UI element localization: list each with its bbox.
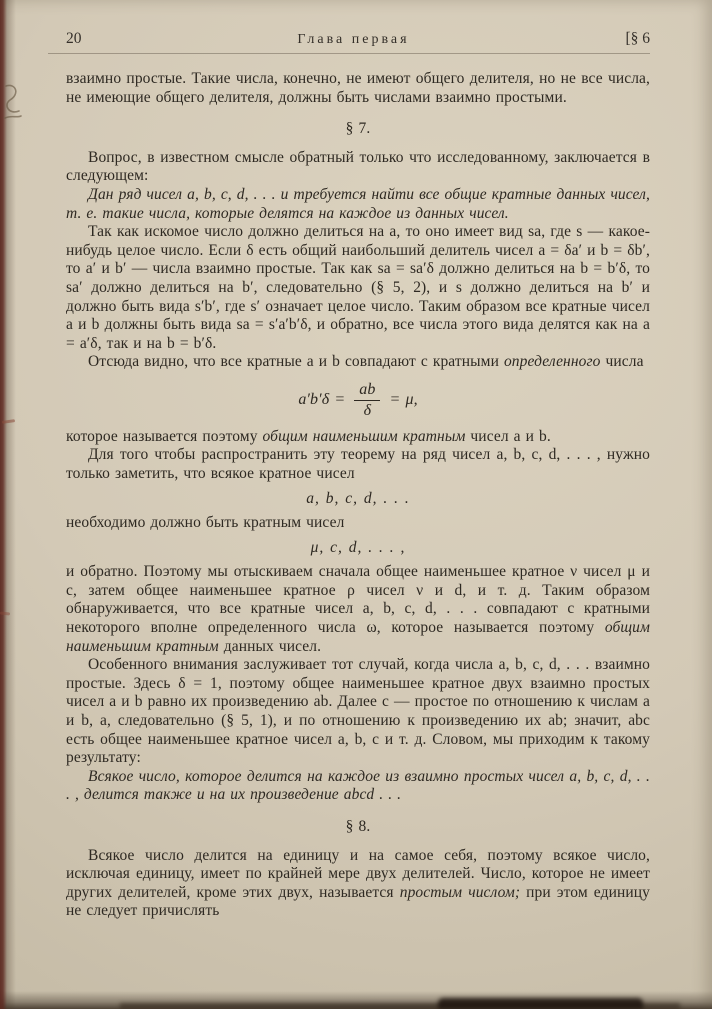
- text-segment: данных чисел.: [218, 637, 322, 655]
- paragraph: [66, 847, 650, 921]
- paragraph: [66, 353, 650, 372]
- fraction-numerator: ab: [354, 381, 380, 401]
- text-segment: Так как искомое число должно делиться на a, то оно имеет вид sa, где s — какое-нибудь целое число. Если δ есть общий наибольший делитель чисел a = δa′ и b = δb′, то a′ и b′ — числа взаимно простые. Так как sa = sa′δ должно делиться на b = b′δ, то sa′ должно делиться на b′, следовательно (§ 5, 2), и s должно делиться на b′ и должно быть вида s′b′, где s′ означает целое число. Таким образом все кратные чисел a и b должны быть вида sa = s′a′b′δ, и обратно, все числа этого вида делятся как на a = a′δ, так и на b = b′δ.: [66, 223, 650, 352]
- scan-shadow: [438, 998, 643, 1009]
- paragraph: [66, 149, 650, 186]
- math-line: a, b, c, d, . . .: [306, 489, 410, 507]
- text-segment: числа: [600, 353, 644, 371]
- paragraph: [66, 223, 650, 353]
- text-segment: при этом единицу не следует причислять: [66, 883, 651, 920]
- pencil-mark: [1, 82, 25, 126]
- paragraph: [66, 70, 650, 107]
- text-segment: общим наименьшим кратным: [66, 619, 650, 655]
- paragraph: [66, 656, 650, 768]
- section-marker: [§ 6: [625, 30, 650, 47]
- paragraph: [66, 514, 650, 533]
- section-heading: § 8.: [345, 818, 371, 835]
- text-segment: общим наименьшим кратным: [262, 427, 466, 445]
- math-line: μ, c, d, . . . ,: [310, 538, 406, 556]
- section-heading: § 7.: [345, 120, 371, 138]
- running-title: Глава первая: [297, 32, 410, 47]
- text-segment: Всякое число делится на единицу и на самое себя, поэтому всякое число, исключая единицу, имеет по крайней мере двух делителей. Число, которое не имеет других делителей, кроме этих двух, называется: [66, 846, 650, 901]
- page-body: [66, 70, 650, 921]
- text-segment: взаимно простые. Такие числа, конечно, не имеют общего делителя, но не все числа, не имеющие общего делителя, должны быть числами взаимно простыми.: [66, 70, 650, 106]
- paragraph: [66, 563, 650, 656]
- formula-rhs: = μ,: [389, 391, 418, 409]
- text-segment: простым числом;: [399, 883, 521, 901]
- page-number: 20: [66, 30, 82, 47]
- margin-mark-icon: [2, 419, 15, 424]
- text-segment: Всякое число, которое делится на каждое из взаимно простых чисел a, b, c, d, . . . , делится также и на их произведение abcd . . .: [66, 767, 650, 804]
- text-segment: и обратно. Поэтому мы отыскиваем сначала общее наименьшее кратное ν чисел μ и c, затем общее наименьшее кратное ρ чисел ν и d, и т. д. Таким образом обнаруживается, что все кратные чисел a, b, c, d, . . . совпадают с кратными некоторого вполне определенного числа ω, которое называется поэтому: [66, 563, 650, 637]
- paragraph: [66, 446, 650, 483]
- text-segment: чисел a и b.: [465, 427, 551, 445]
- formula-lhs: a′b′δ =: [298, 391, 346, 409]
- text-segment: определенного: [503, 353, 601, 371]
- margin-mark-icon: [0, 611, 10, 615]
- text-segment: необходимо должно быть кратным чисел: [66, 514, 345, 532]
- text-segment: Особенного внимания заслуживает тот случай, когда числа a, b, c, d, . . . взаимно простые. Здесь δ = 1, поэтому общее наименьшее кратное двух взаимно простых чисел a и b равно их произведению ab. Далее c — простое по отношению к числам a и b, а, следовательно (§ 5, 1), и по отношению к произведению их ab; значит, abc есть общее наименьшее кратное чисел a, b, c и т. д. Словом, мы приходим к такому результату:: [66, 656, 650, 767]
- text-segment: Для того чтобы распространить эту теорему на ряд чисел a, b, c, d, . . . , нужно только заметить, что всякое кратное чисел: [66, 446, 650, 482]
- text-segment: Вопрос, в известном смысле обратный только что исследованному, заключается в следующем:: [66, 148, 650, 185]
- paragraph: [66, 186, 650, 223]
- paragraph: [66, 428, 650, 447]
- formula: [66, 381, 650, 420]
- fraction-denominator: δ: [363, 401, 372, 419]
- page-header: [48, 30, 650, 54]
- fraction: [354, 381, 380, 420]
- text-segment: которое называется поэтому: [66, 427, 263, 445]
- text-segment: Дан ряд чисел a, b, c, d, . . . и требуется найти все общие кратные данных чисел, т. е. такие числа, которые делятся на каждое из данных чисел.: [66, 185, 650, 222]
- text-segment: Отсюда видно, что все кратные a и b совпадают с кратными: [88, 353, 504, 371]
- paragraph: [66, 768, 650, 805]
